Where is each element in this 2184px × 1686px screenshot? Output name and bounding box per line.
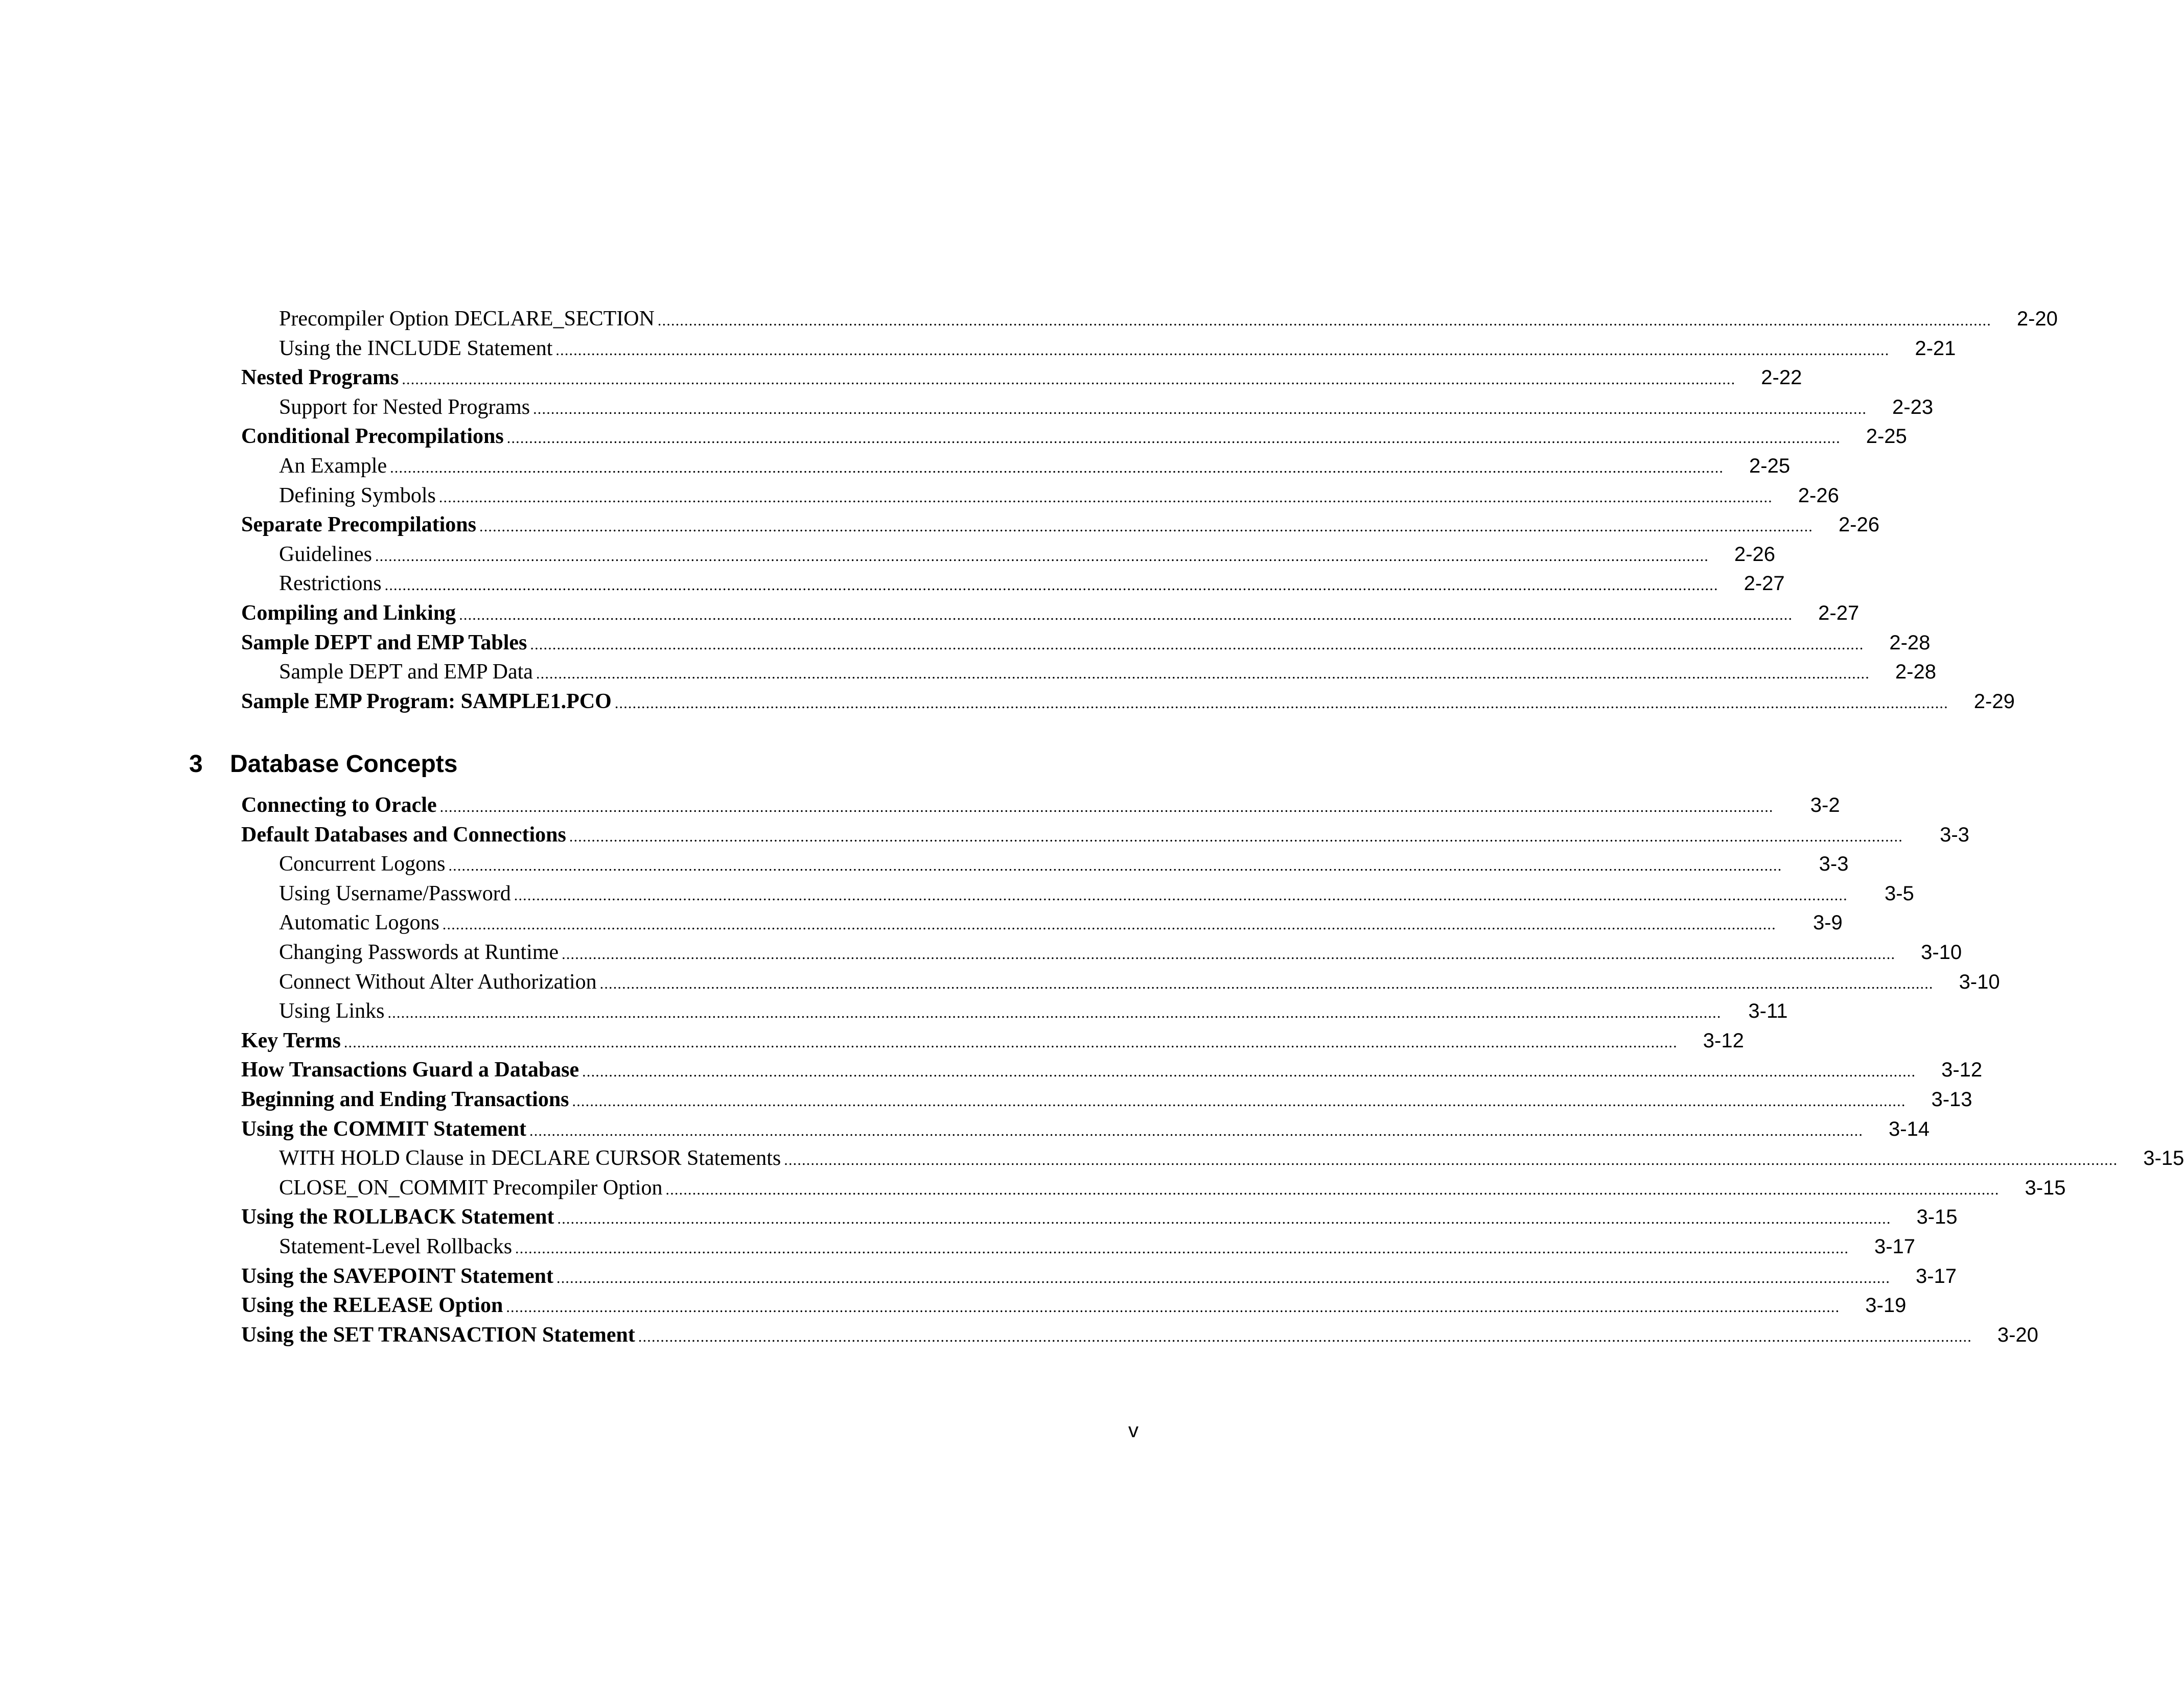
toc-list-chapter-3 <box>241 793 2184 1352</box>
dot-leader: ............................................................................................................................................................................................................................................................................................................ <box>665 1181 2000 1198</box>
toc-entry-title: Using the INCLUDE Statement <box>279 336 553 360</box>
toc-entry-page: 2-21 <box>1915 337 1956 360</box>
dot-leader: ............................................................................................................................................................................................................................................................................................................ <box>506 1299 1840 1316</box>
dot-leader: ............................................................................................................................................................................................................................................................................................................ <box>657 312 1991 329</box>
dot-leader: ............................................................................................................................................................................................................................................................................................................ <box>506 430 1841 447</box>
dot-leader: ............................................................................................................................................................................................................................................................................................................ <box>562 945 1896 963</box>
toc-entry-title: Sample EMP Program: SAMPLE1.PCO <box>241 689 612 713</box>
toc-entry[interactable] <box>241 660 1936 689</box>
toc-entry-page: 3-2 <box>1810 794 1840 816</box>
toc-entry-title: WITH HOLD Clause in DECLARE CURSOR Statements <box>279 1146 781 1170</box>
dot-leader: ............................................................................................................................................................................................................................................................................................................ <box>638 1328 1972 1345</box>
toc-entry[interactable] <box>241 1234 1916 1264</box>
chapter-title: Database Concepts <box>230 751 458 778</box>
dot-leader: ............................................................................................................................................................................................................................................................................................................ <box>384 577 1718 594</box>
toc-entry[interactable] <box>241 970 2000 999</box>
toc-entry[interactable] <box>241 910 1843 940</box>
toc-entry[interactable] <box>241 542 1775 572</box>
toc-entry[interactable] <box>241 571 1785 601</box>
toc-entry[interactable] <box>241 1117 1930 1146</box>
toc-entry-page: 3-10 <box>1959 970 2000 993</box>
toc-entry-page: 3-17 <box>1915 1264 1957 1287</box>
toc-entry-title: How Transactions Guard a Database <box>241 1058 579 1082</box>
toc-entry-page: 3-13 <box>1931 1088 1972 1111</box>
toc-entry-title: Connecting to Oracle <box>241 793 437 817</box>
toc-entry-page: 2-28 <box>1889 631 1931 654</box>
toc-entry-title: Default Databases and Connections <box>241 823 566 847</box>
toc-entry[interactable] <box>241 1293 1907 1323</box>
toc-entry-page: 3-15 <box>1916 1206 1958 1229</box>
toc-entry-title: Using Username/Password <box>279 881 511 905</box>
toc-entry-title: Guidelines <box>279 542 372 566</box>
toc-entry-title: Precompiler Option DECLARE_SECTION <box>279 307 655 331</box>
toc-entry-title: Separate Precompilations <box>241 513 476 537</box>
dot-leader: ............................................................................................................................................................................................................................................................................................................ <box>343 1034 1678 1051</box>
toc-entry-title: Using the SET TRANSACTION Statement <box>241 1323 635 1347</box>
toc-entry-page: 2-26 <box>1798 484 1839 507</box>
dot-leader: ............................................................................................................................................................................................................................................................................................................ <box>556 1269 1891 1286</box>
dot-leader: ............................................................................................................................................................................................................................................................................................................ <box>536 665 1870 683</box>
dot-leader: ............................................................................................................................................................................................................................................................................................................ <box>569 828 1903 845</box>
toc-entry-title: Automatic Logons <box>279 911 439 935</box>
dot-leader: ............................................................................................................................................................................................................................................................................................................ <box>614 694 1948 712</box>
toc-entry[interactable] <box>241 940 1962 970</box>
toc-entry[interactable] <box>241 483 1839 513</box>
toc-entry-page: 3-19 <box>1865 1294 1907 1317</box>
toc-entry[interactable] <box>241 689 2015 719</box>
toc-entry[interactable] <box>241 1087 1972 1117</box>
toc-entry-page: 3-9 <box>1813 911 1843 934</box>
dot-leader: ............................................................................................................................................................................................................................................................................................................ <box>582 1063 1916 1081</box>
toc-entry[interactable] <box>241 336 1956 366</box>
toc-entry-title: CLOSE_ON_COMMIT Precompiler Option <box>279 1176 663 1200</box>
dot-leader: ............................................................................................................................................................................................................................................................................................................ <box>402 371 1736 388</box>
toc-entry-title: Support for Nested Programs <box>279 395 530 419</box>
chapter-number: 3 <box>189 751 203 778</box>
toc-entry[interactable] <box>241 1146 2184 1176</box>
toc-entry-title: An Example <box>279 454 387 478</box>
toc-entry-page: 3-12 <box>1703 1029 1744 1052</box>
toc-entry-page: 3-15 <box>2143 1147 2184 1170</box>
page-number: v <box>1128 1419 1139 1442</box>
toc-entry[interactable] <box>241 881 1914 911</box>
dot-leader: ............................................................................................................................................................................................................................................................................................................ <box>784 1152 2118 1169</box>
toc-entry-title: Sample DEPT and EMP Data <box>279 660 533 684</box>
toc-entry-page: 3-10 <box>1921 941 1962 964</box>
toc-entry[interactable] <box>241 1058 1983 1087</box>
dot-leader: ............................................................................................................................................................................................................................................................................................................ <box>557 1210 1891 1228</box>
dot-leader: ............................................................................................................................................................................................................................................................................................................ <box>479 518 1813 535</box>
toc-entry[interactable] <box>241 365 1802 395</box>
toc-entry-title: Using the ROLLBACK Statement <box>241 1205 554 1229</box>
toc-entry-page: 3-20 <box>1997 1323 2038 1346</box>
dot-leader: ............................................................................................................................................................................................................................................................................................................ <box>442 916 1776 933</box>
toc-entry-title: Beginning and Ending Transactions <box>241 1087 569 1111</box>
toc-entry-page: 3-3 <box>1940 823 1969 846</box>
toc-entry[interactable] <box>241 395 1934 425</box>
toc-entry[interactable] <box>241 307 2058 336</box>
toc-entry-page: 2-20 <box>2016 308 2058 330</box>
dot-leader: ............................................................................................................................................................................................................................................................................................................ <box>533 400 1867 417</box>
toc-entry-page: 2-26 <box>1838 513 1879 536</box>
toc-entry[interactable] <box>241 601 1860 630</box>
toc-entry[interactable] <box>241 1323 2038 1352</box>
dot-leader: ............................................................................................................................................................................................................................................................................................................ <box>459 606 1793 623</box>
toc-entry-title: Using the SAVEPOINT Statement <box>241 1264 554 1288</box>
chapter-heading[interactable] <box>189 750 457 778</box>
toc-entry[interactable] <box>241 1028 1744 1058</box>
toc-entry-title: Connect Without Alter Authorization <box>279 970 597 994</box>
toc-entry-page: 2-27 <box>1818 601 1860 624</box>
dot-leader: ............................................................................................................................................................................................................................................................................................................ <box>599 975 1934 992</box>
toc-entry[interactable] <box>241 1205 1958 1234</box>
toc-entry-page: 3-5 <box>1884 882 1914 905</box>
dot-leader: ............................................................................................................................................................................................................................................................................................................ <box>438 488 1773 506</box>
toc-entry-page: 3-14 <box>1888 1117 1930 1140</box>
toc-entry-title: Sample DEPT and EMP Tables <box>241 630 527 654</box>
toc-entry[interactable] <box>241 1176 2066 1205</box>
toc-entry-page: 2-22 <box>1761 366 1802 389</box>
toc-entry[interactable] <box>241 424 1907 454</box>
toc-entry[interactable] <box>241 823 1969 852</box>
dot-leader: ............................................................................................................................................................................................................................................................................................................ <box>387 1004 1722 1022</box>
toc-entry-title: Conditional Precompilations <box>241 425 504 449</box>
toc-entry-page: 2-25 <box>1749 454 1791 477</box>
toc-entry-title: Defining Symbols <box>279 483 436 507</box>
toc-entry-title: Statement-Level Rollbacks <box>279 1234 513 1258</box>
toc-entry-page: 2-29 <box>1973 690 2015 713</box>
dot-leader: ............................................................................................................................................................................................................................................................................................................ <box>375 547 1709 565</box>
dot-leader: ............................................................................................................................................................................................................................................................................................................ <box>515 1239 1849 1257</box>
toc-entry[interactable] <box>241 512 1879 542</box>
toc-entry-page: 3-17 <box>1874 1235 1916 1258</box>
toc-entry-page: 3-11 <box>1748 1000 1788 1023</box>
toc-entry[interactable] <box>241 630 1931 660</box>
toc-entry-page: 2-25 <box>1866 425 1907 448</box>
toc-entry-page: 2-23 <box>1892 395 1934 418</box>
toc-entry-page: 3-3 <box>1819 853 1849 876</box>
toc-entry-title: Restrictions <box>279 572 382 596</box>
dot-leader: ............................................................................................................................................................................................................................................................................................................ <box>572 1092 1906 1110</box>
toc-entry-page: 2-26 <box>1734 543 1775 566</box>
dot-leader: ............................................................................................................................................................................................................................................................................................................ <box>530 636 1864 653</box>
toc-entry[interactable] <box>241 999 1788 1028</box>
toc-entry-page: 3-15 <box>2025 1176 2066 1199</box>
dot-leader: ............................................................................................................................................................................................................................................................................................................ <box>448 857 1782 875</box>
toc-entry[interactable] <box>241 793 1840 823</box>
toc-entry-page: 3-12 <box>1941 1059 1983 1082</box>
toc-entry[interactable] <box>241 1264 1957 1294</box>
toc-entry-title: Using the RELEASE Option <box>241 1294 503 1318</box>
toc-entry-title: Using Links <box>279 999 385 1023</box>
toc-entry-title: Changing Passwords at Runtime <box>279 940 559 964</box>
dot-leader: ............................................................................................................................................................................................................................................................................................................ <box>390 459 1724 476</box>
toc-entry[interactable] <box>241 454 1791 483</box>
toc-entry-title: Nested Programs <box>241 366 399 390</box>
toc-entry-title: Compiling and Linking <box>241 601 456 625</box>
toc-entry-page: 2-27 <box>1744 572 1785 595</box>
dot-leader: ............................................................................................................................................................................................................................................................................................................ <box>555 341 1890 359</box>
dot-leader: ............................................................................................................................................................................................................................................................................................................ <box>529 1122 1864 1139</box>
toc-list-chapter-2 <box>241 307 2058 718</box>
toc-entry[interactable] <box>241 852 1849 881</box>
dot-leader: ............................................................................................................................................................................................................................................................................................................ <box>439 799 1774 815</box>
toc-entry-page: 2-28 <box>1895 661 1936 684</box>
toc-entry-title: Concurrent Logons <box>279 852 446 876</box>
dot-leader: ............................................................................................................................................................................................................................................................................................................ <box>514 886 1848 904</box>
toc-entry-title: Key Terms <box>241 1028 341 1052</box>
toc-entry-title: Using the COMMIT Statement <box>241 1117 527 1141</box>
